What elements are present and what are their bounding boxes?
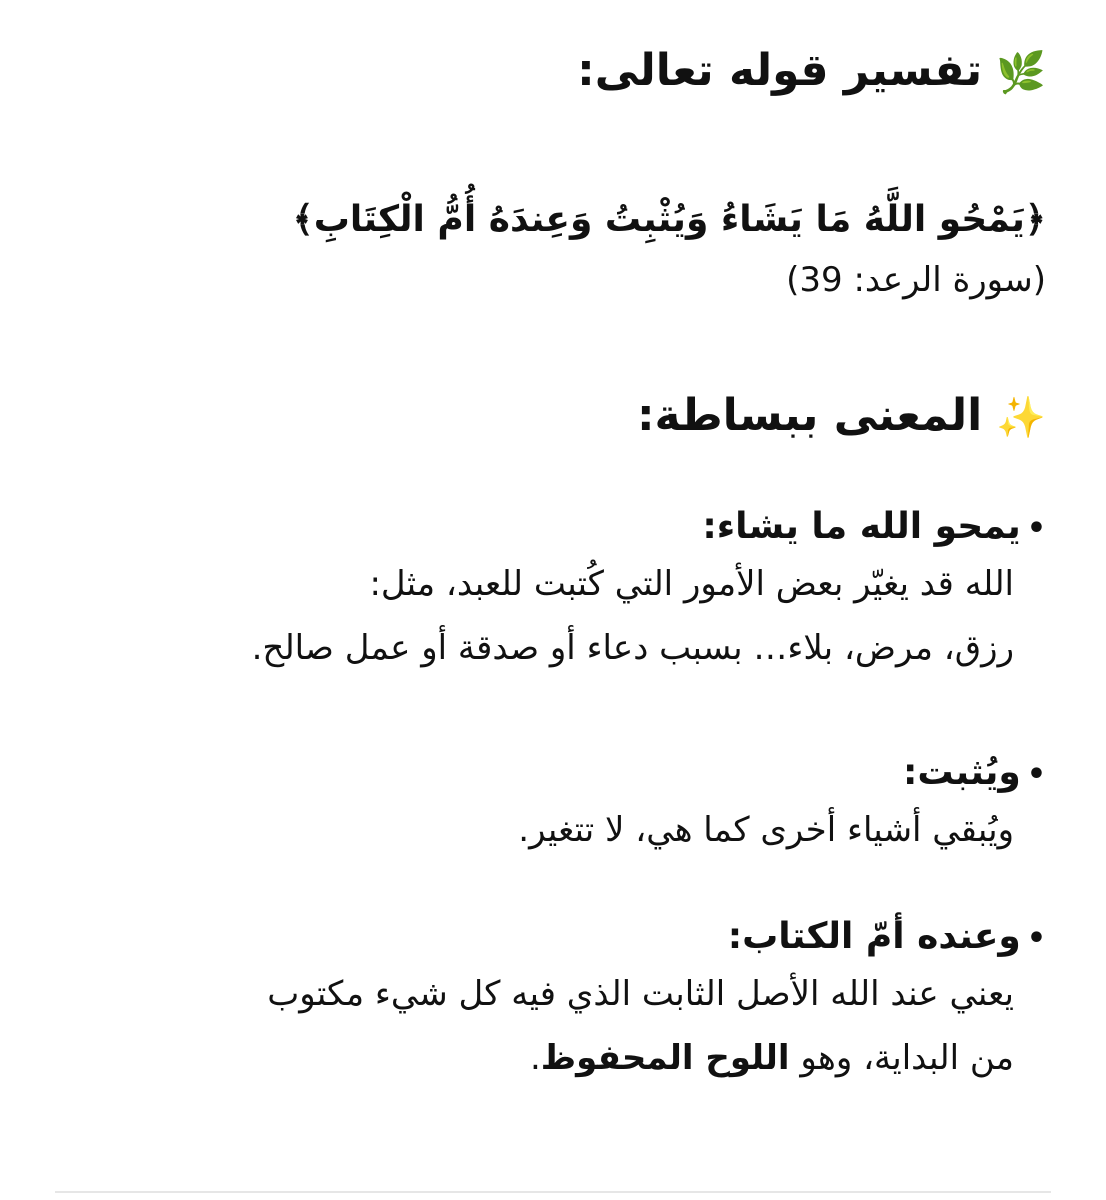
body-line: رزق، مرض، بلاء… بسبب دعاء أو صدقة أو عمل صالح. bbox=[251, 628, 1014, 669]
bullet-icon: • bbox=[1026, 511, 1046, 546]
body-line: يعني عند الله الأصل الثابت الذي فيه كل شيء مكتوب bbox=[267, 974, 1014, 1015]
bullet-icon: • bbox=[1026, 921, 1046, 956]
list-item-erase bbox=[46, 502, 1046, 680]
meaning-heading bbox=[637, 390, 1046, 443]
sparkles-emoji-icon: ✨ bbox=[996, 395, 1046, 441]
meaning-heading-text: المعنى ببساطة: bbox=[636, 390, 983, 441]
list-item-confirm bbox=[46, 748, 1046, 862]
herb-emoji-icon: 🌿 bbox=[996, 50, 1046, 96]
list-item-mother-of-book bbox=[46, 912, 1046, 1090]
list-item-title bbox=[46, 502, 1046, 552]
tafsir-heading-text: تفسير قوله تعالى: bbox=[577, 45, 983, 96]
body-text-end: . bbox=[529, 1038, 541, 1079]
body-line: الله قد يغيّر بعض الأمور التي كُتبت للعبد، مثل: bbox=[369, 564, 1014, 605]
list-item-title bbox=[46, 748, 1046, 798]
body-line-last bbox=[46, 1026, 1014, 1090]
list-item-title-text: ويُثبت: bbox=[903, 752, 1021, 793]
verse-reference: (سورة الرعد: 39) bbox=[786, 260, 1046, 300]
list-item-title-text: وعنده أمّ الكتاب: bbox=[727, 916, 1021, 957]
list-item-body bbox=[46, 962, 1046, 1090]
body-text: من البداية، وهو bbox=[789, 1038, 1014, 1079]
list-item-title bbox=[46, 912, 1046, 962]
divider bbox=[55, 1191, 1051, 1193]
list-item-body bbox=[46, 798, 1046, 862]
list-item-title-text: يمحو الله ما يشاء: bbox=[702, 506, 1021, 547]
list-item-body bbox=[46, 552, 1046, 680]
preserved-tablet-term: اللوح المحفوظ bbox=[540, 1038, 790, 1079]
bullet-icon: • bbox=[1026, 757, 1046, 792]
tafsir-heading bbox=[577, 45, 1046, 98]
quran-verse: ﴿يَمْحُو اللَّهُ مَا يَشَاءُ وَيُثْبِتُ وَعِندَهُ أُمُّ الْكِتَابِ﴾ bbox=[292, 199, 1046, 240]
body-line: ويُبقي أشياء أخرى كما هي، لا تتغير. bbox=[518, 810, 1014, 851]
